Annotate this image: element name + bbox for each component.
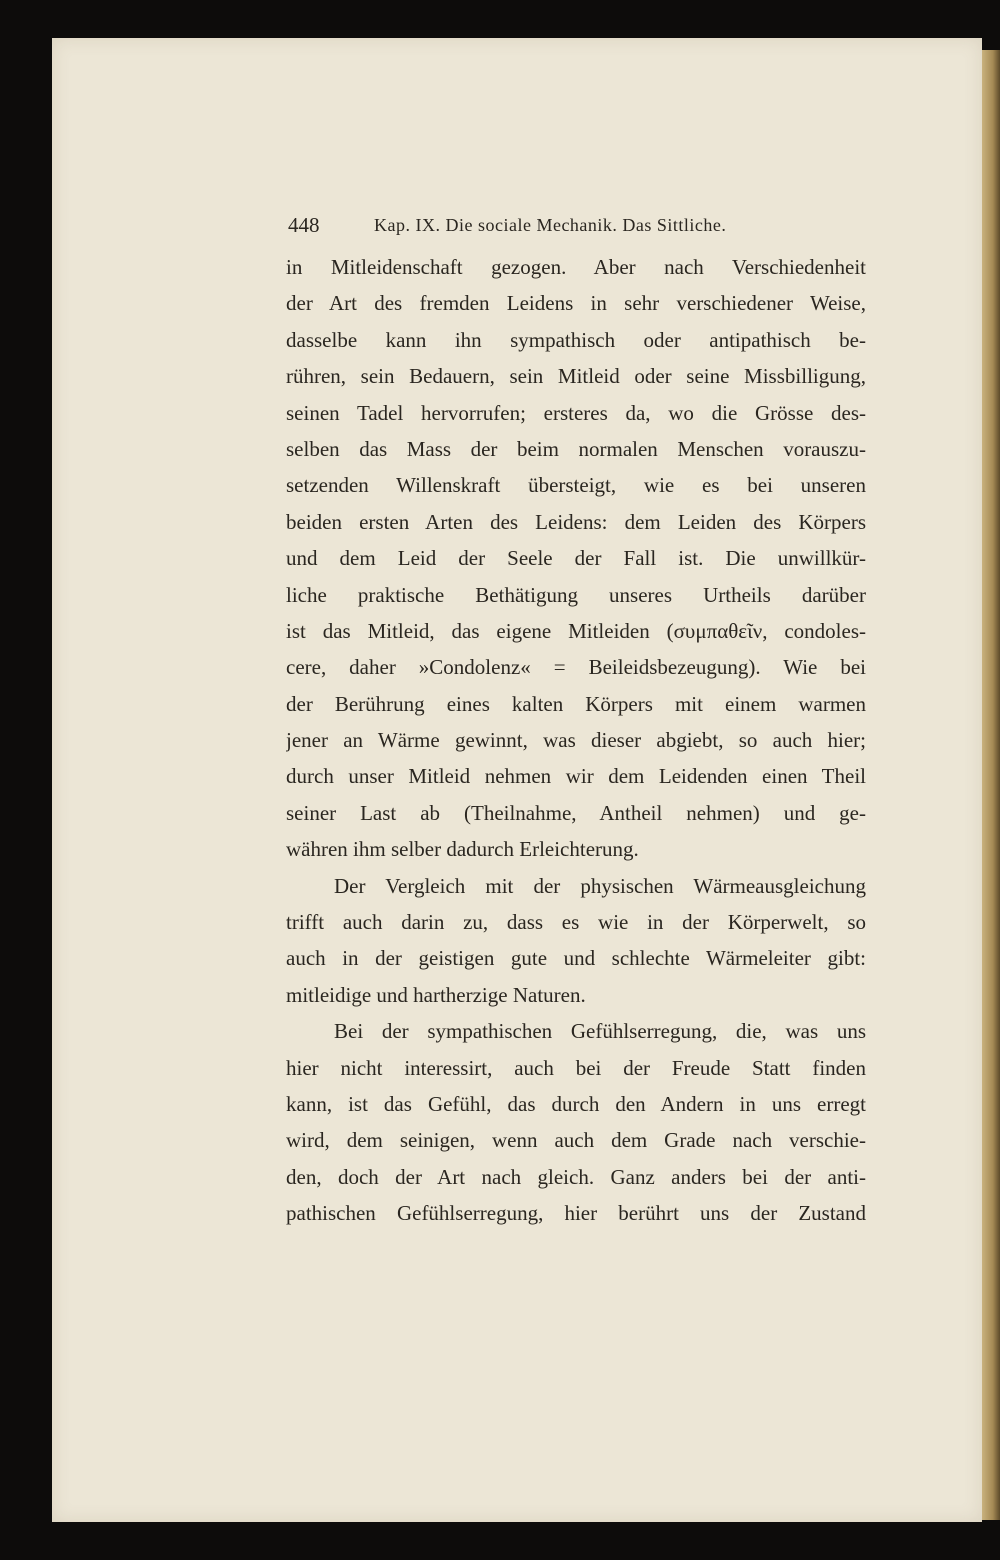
text-line: mitleidige und hartherzige Naturen. bbox=[286, 982, 586, 1007]
text-line: ist das Mitleid, das eigene Mitleiden (συμπαθεῖν, condoles- bbox=[286, 618, 866, 643]
text-line: währen ihm selber dadurch Erleichterung. bbox=[286, 837, 639, 862]
text-line: pathischen Gefühlserregung, hier berührt uns der Zustand bbox=[286, 1201, 866, 1226]
running-head bbox=[286, 203, 866, 249]
text-line: der Art des fremden Leidens in sehr verschiedener Weise, bbox=[286, 291, 866, 316]
text-line: seinen Tadel hervorrufen; ersteres da, wo die Grösse des- bbox=[286, 400, 866, 425]
text-line: beiden ersten Arten des Leidens: dem Leiden des Körpers bbox=[286, 509, 866, 534]
text-line: jener an Wärme gewinnt, was dieser abgiebt, so auch hier; bbox=[286, 728, 866, 753]
text-block bbox=[286, 203, 866, 1232]
text-line: hier nicht interessirt, auch bei der Freude Statt finden bbox=[286, 1055, 866, 1080]
text-line: den, doch der Art nach gleich. Ganz anders bei der anti- bbox=[286, 1164, 866, 1189]
text-line: rühren, sein Bedauern, sein Mitleid oder seine Missbilligung, bbox=[286, 364, 866, 389]
running-title: Kap. IX. Die sociale Mechanik. Das Sittliche. bbox=[374, 215, 727, 235]
text-line: liche praktische Bethätigung unseres Urtheils darüber bbox=[286, 582, 866, 607]
text-line: auch in der geistigen gute und schlechte Wärmeleiter gibt: bbox=[286, 946, 866, 971]
text-line: Bei der sympathischen Gefühlserregung, die, was uns bbox=[334, 1019, 866, 1044]
text-line: Der Vergleich mit der physischen Wärmeausgleichung bbox=[334, 873, 866, 898]
text-line: seiner Last ab (Theilnahme, Antheil nehmen) und ge- bbox=[286, 800, 866, 825]
text-line: der Berührung eines kalten Körpers mit einem warmen bbox=[286, 691, 866, 716]
paragraph-1 bbox=[286, 249, 866, 868]
text-line: kann, ist das Gefühl, das durch den Andern in uns erregt bbox=[286, 1091, 866, 1116]
text-line: in Mitleidenschaft gezogen. Aber nach Verschiedenheit bbox=[286, 255, 866, 279]
text-line: dasselbe kann ihn sympathisch oder antipathisch be- bbox=[286, 327, 866, 352]
page-number: 448 bbox=[288, 213, 320, 237]
text-line: und dem Leid der Seele der Fall ist. Die unwillkür- bbox=[286, 546, 866, 571]
text-line: durch unser Mitleid nehmen wir dem Leidenden einen Theil bbox=[286, 764, 866, 789]
paragraph-3 bbox=[286, 1013, 866, 1231]
text-line: cere, daher »Condolenz« = Beileidsbezeugung). Wie bei bbox=[286, 655, 866, 680]
page-edge bbox=[982, 50, 1000, 1520]
paragraph-2 bbox=[286, 868, 866, 1014]
text-line: selben das Mass der beim normalen Menschen vorauszu- bbox=[286, 436, 866, 461]
text-line: wird, dem seinigen, wenn auch dem Grade nach verschie- bbox=[286, 1128, 866, 1153]
text-line: setzenden Willenskraft übersteigt, wie es bei unseren bbox=[286, 473, 866, 498]
text-line: trifft auch darin zu, dass es wie in der Körperwelt, so bbox=[286, 910, 866, 935]
